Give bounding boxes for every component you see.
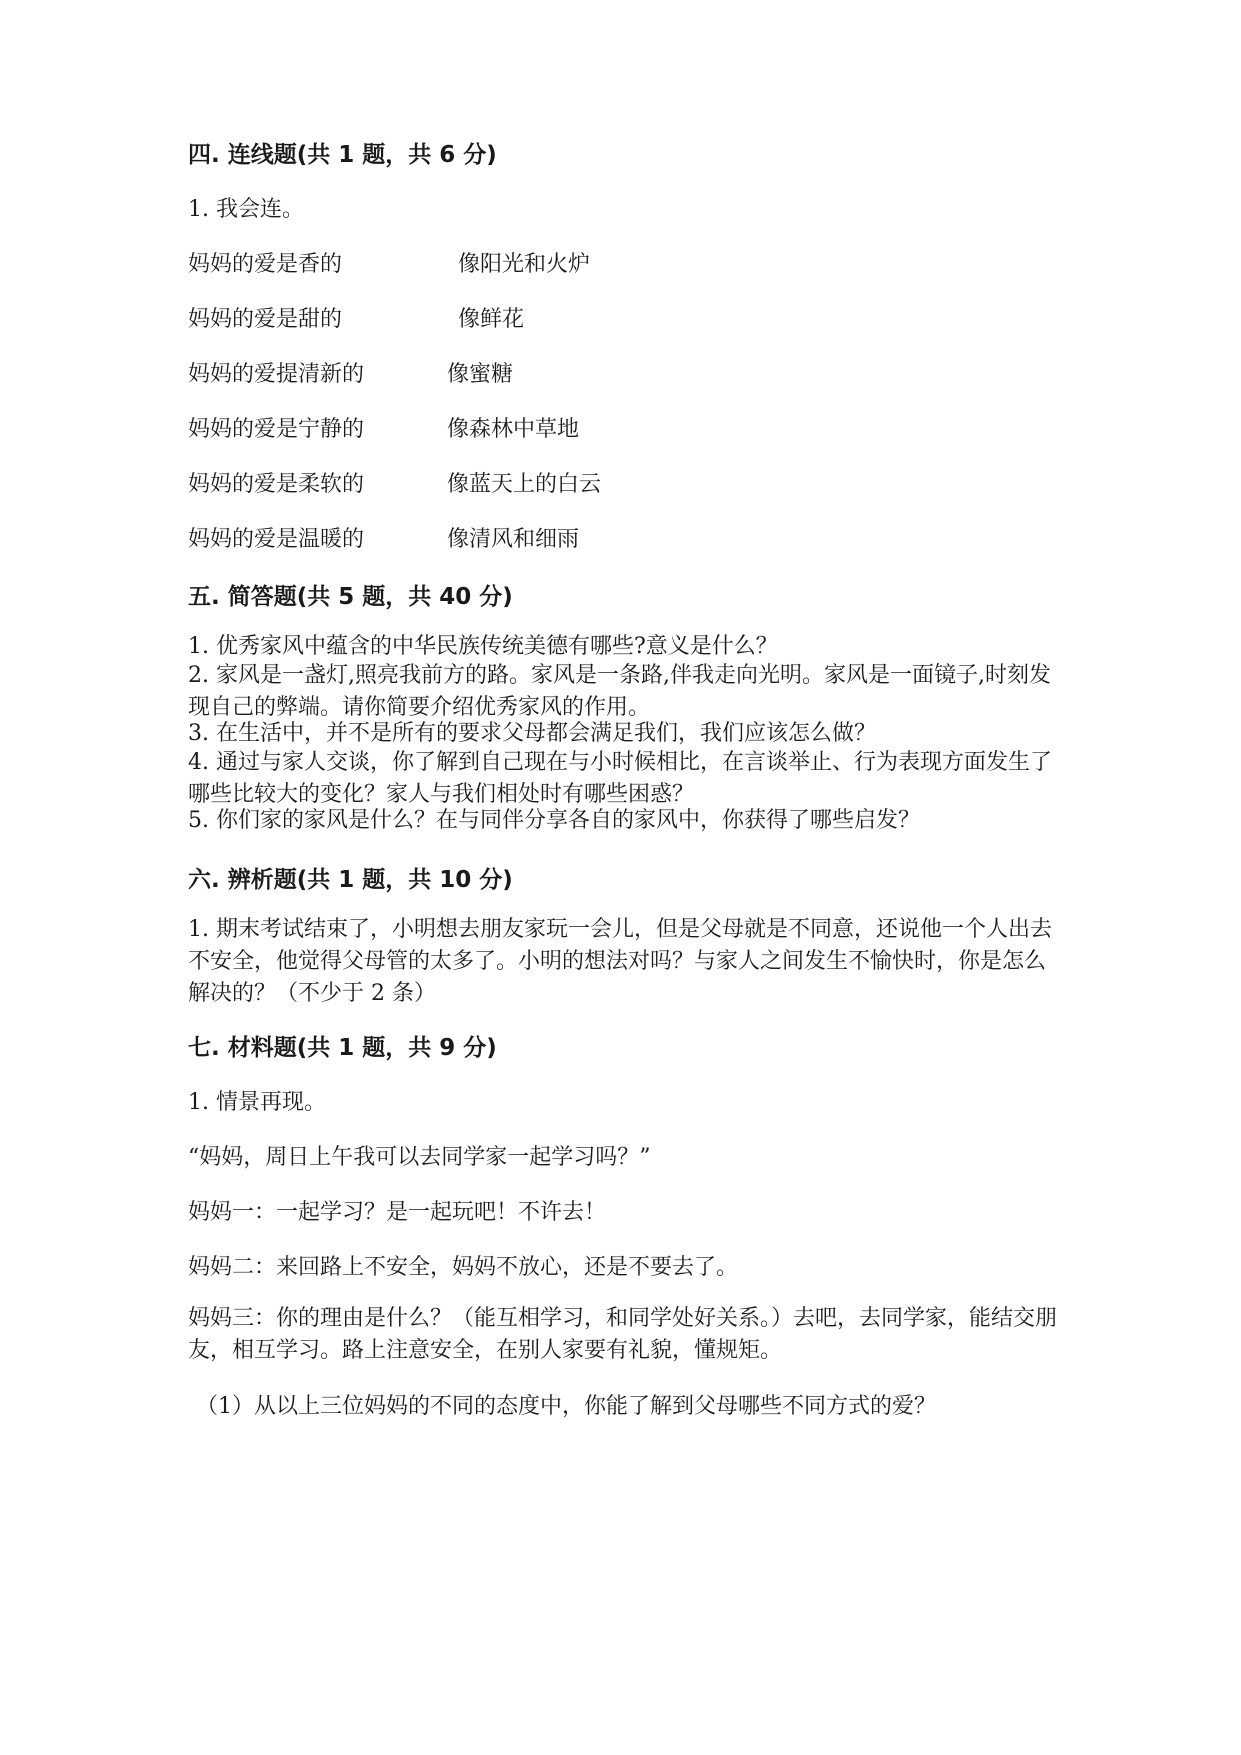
section-5-question-5: 5. 你们家的家风是什么？在与同伴分享各自的家风中，你获得了哪些启发？ [188,808,920,833]
mom-three-response: 妈妈三：你的理由是什么？（能互相学习，和同学处好关系。）去吧，去同学家，能结交朋友，相互学习。路上注意安全，在别人家要有礼貌，懂规矩。 [188,1306,1058,1363]
mom-two-response: 妈妈二：来回路上不安全，妈妈不放心，还是不要去了。 [188,1255,739,1280]
section-5-question-3: 3. 在生活中，并不是所有的要求父母都会满足我们，我们应该怎么做？ [188,721,876,746]
match-right-item: 像清风和细雨 [447,527,580,552]
section-5-question-4: 4. 通过与家人交谈，你了解到自己现在与小时候相比，在言谈举止、行为表现方面发生了哪些比较大的变化？家人与我们相处时有哪些困惑？ [188,750,1052,807]
section-5-question-2: 2. 家风是一盏灯,照亮我前方的路。家风是一条路,伴我走向光明。家风是一面镜子,时刻发现自己的弊端。请你简要介绍优秀家风的作用。 [188,663,1051,720]
match-left-item: 妈妈的爱提清新的 [188,362,365,387]
match-right-item: 像蓝天上的白云 [447,472,602,497]
section-5-heading: 五. 简答题(共 5 题，共 40 分) [188,584,513,610]
section-6-heading: 六. 辨析题(共 1 题，共 10 分) [188,867,513,893]
section-4-heading: 四. 连线题(共 1 题，共 6 分) [188,142,497,168]
sub-question-1: （1）从以上三位妈妈的不同的态度中，你能了解到父母哪些不同方式的爱？ [196,1394,936,1419]
match-left-item: 妈妈的爱是香的 [188,252,343,277]
section-7-question-1: 1. 情景再现。 [188,1090,326,1115]
section-5-question-1: 1. 优秀家风中蕴含的中华民族传统美德有哪些?意义是什么？ [188,634,778,659]
match-right-item: 像阳光和火炉 [458,252,591,277]
match-left-item: 妈妈的爱是温暖的 [188,527,365,552]
match-left-item: 妈妈的爱是宁静的 [188,417,365,442]
section-7-heading: 七. 材料题(共 1 题，共 9 分) [188,1035,497,1061]
match-left-item: 妈妈的爱是柔软的 [188,472,365,497]
mom-one-response: 妈妈一：一起学习？是一起玩吧！不许去！ [188,1200,607,1225]
section-6-question-1: 1. 期末考试结束了，小明想去朋友家玩一会儿，但是父母就是不同意，还说他一个人出去不安全，他觉得父母管的太多了。小明的想法对吗？与家人之间发生不愉快时，你是怎么解决的？（不少于 2 条） [188,917,1052,1006]
match-right-item: 像鲜花 [458,307,525,332]
match-left-item: 妈妈的爱是甜的 [188,307,343,332]
section-4-question-1: 1. 我会连。 [188,197,304,222]
match-right-item: 像森林中草地 [447,417,580,442]
match-right-item: 像蜜糖 [447,362,514,387]
dialogue-quote: “妈妈，周日上午我可以去同学家一起学习吗？” [188,1145,651,1170]
